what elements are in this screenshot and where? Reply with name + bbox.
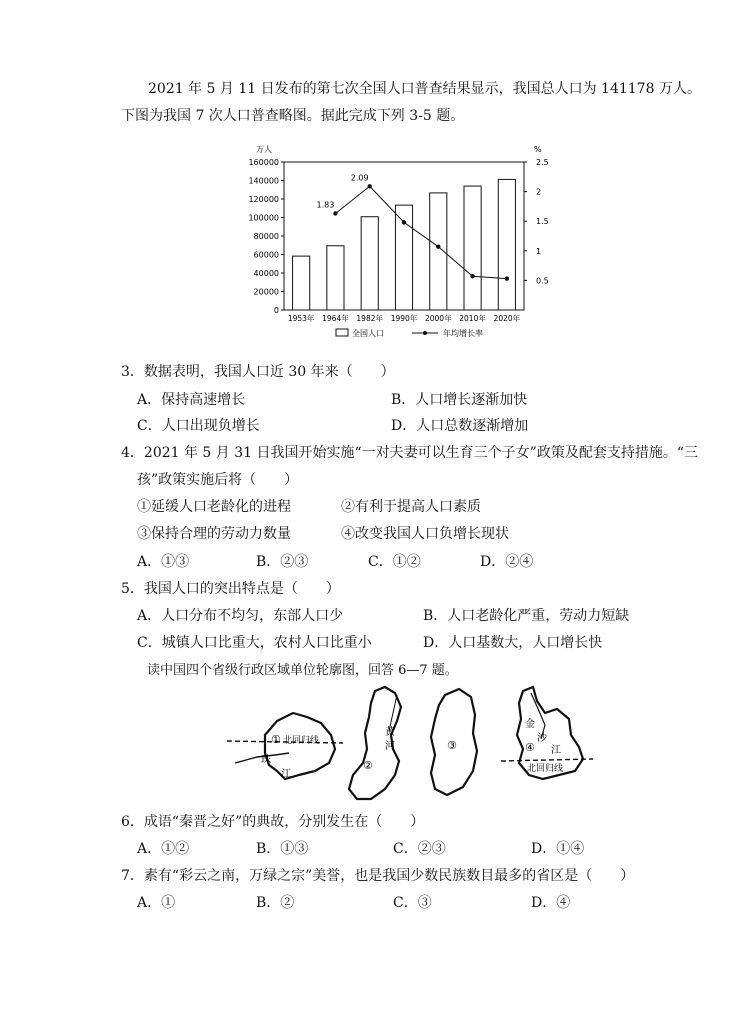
population-bar [464,186,481,310]
map-intro: 读中国四个省级行政区域单位轮廓图，回答 6—7 题。 [147,663,458,678]
left-axis-tick-label: 0 [273,306,279,315]
q5-option-c[interactable]: C．城镇人口比重大，农村人口比重小 [137,635,372,651]
category-label: 2000年 [424,314,452,323]
growth-rate-point [402,220,406,224]
map-4-river-char-2: 沙 [537,733,547,744]
q6-option-a[interactable]: A．①② [137,841,190,857]
q7-stem: 7．素有“彩云之南，万绿之宗”美誉，也是我国少数民族数目最多的省区是（ ） [121,868,635,884]
q4-statement-2: ②有利于提高人口素质 [341,499,481,515]
left-axis-tick-label: 100000 [248,213,279,223]
growth-rate-point [368,184,372,188]
right-axis-tick-label: 2.5 [536,158,549,167]
q4-stem-line-2: 孩”政策实施后将（ ） [137,472,299,488]
legend-line-label: 年均增长率 [443,329,483,338]
map-4-river-char-1: 金 [525,719,535,730]
legend-line-marker [423,331,427,335]
legend-bar-label: 全国人口 [352,329,384,338]
map-1-number: ① [271,733,281,746]
map-4-tropic-label: 北回归线 [527,764,564,774]
right-axis-tick-label: 2 [536,187,542,197]
q4-option-b[interactable]: B．②③ [256,554,309,570]
population-bar [327,246,344,310]
left-axis-tick-label: 80000 [253,232,279,241]
intro-line-1: 2021 年 5 月 11 日发布的第七次全国人口普查结果显示，我国总人口为 141178 万人。 [148,81,701,97]
left-axis-tick-label: 120000 [248,195,279,204]
left-axis-tick-label: 20000 [253,287,279,297]
left-axis-tick-label: 60000 [253,250,279,260]
population-bar [498,179,515,310]
q7-option-a[interactable]: A．① [137,895,176,911]
q6-option-b[interactable]: B．①③ [256,841,309,857]
category-label: 1990年 [390,314,418,323]
province-map-4 [501,687,593,779]
growth-rate-point [333,211,337,215]
q3-option-b[interactable]: B．人口增长逐渐加快 [391,392,528,408]
q4-statement-4: ④改变我国人口负增长现状 [341,526,509,542]
intro-line-2: 下图为我国 7 次人口普查略图。据此完成下列 3-5 题。 [121,108,465,124]
category-label: 1964年 [322,314,349,323]
map-1-river-char-2: 江 [281,769,291,780]
growth-rate-point [505,276,509,280]
q7-option-d[interactable]: D．④ [531,895,571,911]
map-2-river-char-2: 河 [385,741,395,752]
growth-rate-data-label: 1.83 [316,200,335,210]
growth-rate-point [436,244,440,248]
q6-option-d[interactable]: D．①④ [531,841,585,857]
q4-option-c[interactable]: C．①② [368,554,421,570]
left-axis-tick-label: 140000 [248,176,279,186]
map-2-river-char-1: 黄 [385,727,395,738]
left-axis-tick-label: 40000 [253,269,279,278]
q3-option-c[interactable]: C．人口出现负增长 [137,418,260,434]
population-bar [361,217,378,310]
map-2-number: ② [363,759,373,772]
q3-option-d[interactable]: D．人口总数逐渐增加 [391,418,529,434]
growth-rate-data-label: 2.09 [350,173,369,183]
left-axis-tick-label: 160000 [248,158,279,167]
right-axis-unit: % [534,145,542,154]
map-3-number: ③ [447,739,457,752]
legend-bar-swatch [336,329,348,336]
map-1-river-char-1: 珠 [261,755,271,766]
q5-option-b[interactable]: B．人口老龄化严重，劳动力短缺 [423,608,630,624]
q7-option-c[interactable]: C．③ [393,895,432,911]
right-axis-tick-label: 1 [536,246,542,256]
growth-rate-point [470,274,474,278]
q4-stem-line-1: 4．2021 年 5 月 31 日我国开始实施“一对夫妻可以生育三个子女”政策及配套支持措施。“三 [121,445,698,461]
province-map-3 [431,689,477,795]
q7-option-b[interactable]: B．② [256,895,295,911]
right-axis-tick-label: 1.5 [536,217,549,227]
q5-stem: 5．我国人口的突出特点是（ ） [121,581,340,597]
category-label: 1982年 [356,314,384,323]
q3-stem: 3．数据表明，我国人口近 30 年来（ ） [121,364,395,380]
q6-option-c[interactable]: C．②③ [393,841,446,857]
q4-statement-1: ①延缓人口老龄化的进程 [137,499,291,515]
q5-option-a[interactable]: A．人口分布不均匀，东部人口少 [137,608,344,624]
province-outline-maps [225,683,595,813]
q4-option-d[interactable]: D．②④ [480,554,534,570]
q4-statement-3: ③保持合理的劳动力数量 [137,526,291,542]
q4-option-a[interactable]: A．①③ [137,554,190,570]
q3-option-a[interactable]: A．保持高速增长 [137,392,246,408]
q5-option-d[interactable]: D．人口基数大，人口增长快 [423,635,603,651]
province-map-2 [349,687,401,799]
province-map-1 [227,713,343,780]
population-bar [293,256,310,310]
population-census-chart [240,140,560,340]
map-4-number: ④ [525,741,535,754]
category-label: 2010年 [459,314,486,323]
right-axis-tick-label: 0.5 [536,276,549,286]
map-4-river-char-3: 江 [551,745,561,756]
q6-stem: 6．成语“秦晋之好”的典故，分别发生在（ ） [121,814,425,830]
map-1-tropic-label: 北回归线 [283,736,320,746]
category-label: 1953年 [287,314,315,323]
left-axis-unit: 万人 [256,145,272,154]
category-label: 2020年 [493,314,521,323]
